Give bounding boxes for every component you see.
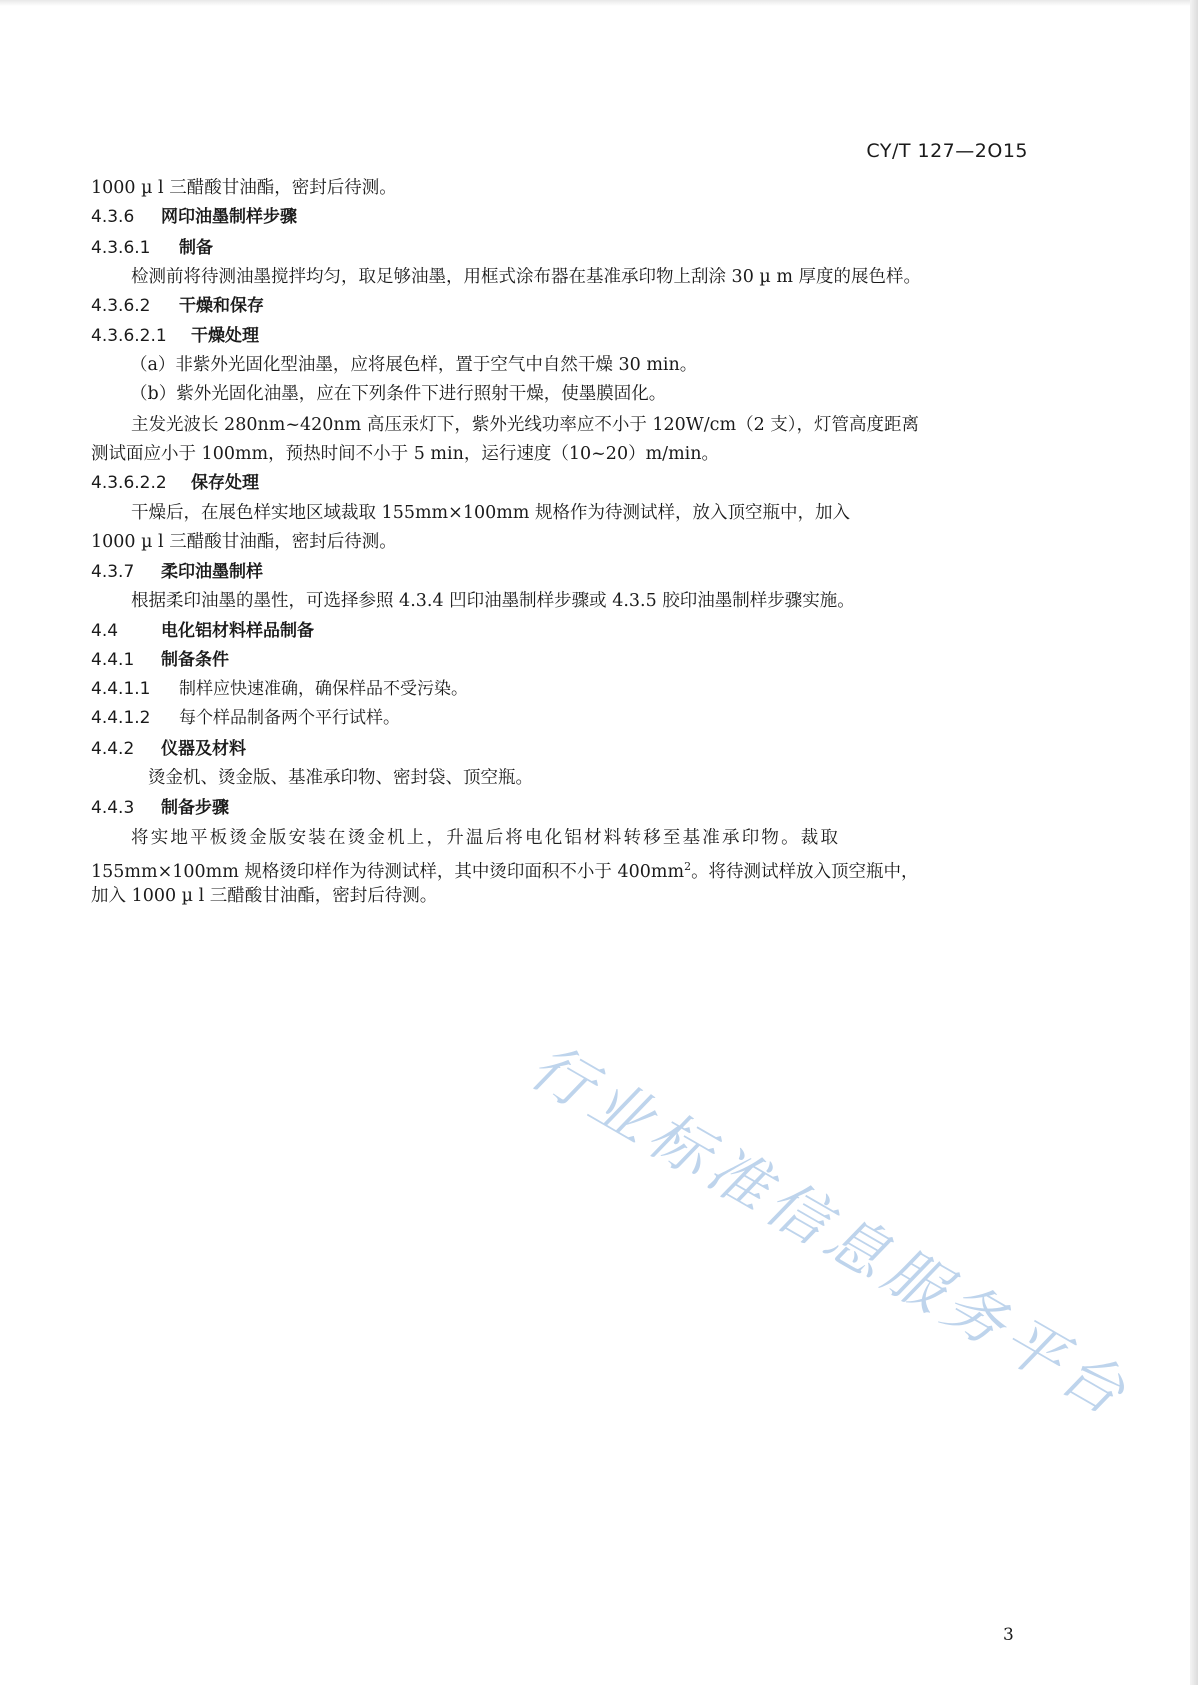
section-title: 保存处理 bbox=[191, 473, 259, 493]
section-number: 4.3.6.2 bbox=[91, 296, 151, 316]
section-number: 4.3.6 bbox=[91, 207, 135, 227]
text-fragment: 。将待测试样放入顶空瓶中， bbox=[691, 861, 919, 882]
section-number: 4.4.1.2 bbox=[91, 708, 151, 728]
clause-4-4-1-1 bbox=[91, 677, 468, 701]
section-heading-4-4-1 bbox=[91, 648, 229, 672]
paragraph: 烫金机、烫金版、基准承印物、密封袋、顶空瓶。 bbox=[148, 768, 533, 788]
section-number: 4.3.6.2.2 bbox=[91, 473, 167, 493]
section-heading-4-3-6-1 bbox=[91, 236, 213, 260]
paragraph: 干燥后，在展色样实地区域裁取 155mm×100mm 规格作为待测试样，放入顶空瓶中，加入 bbox=[131, 503, 850, 523]
section-title: 制备条件 bbox=[161, 650, 229, 670]
paragraph-continuation: 1000 µ l 三醋酸甘油酯，密封后待测。 bbox=[91, 532, 397, 552]
section-title: 柔印油墨制样 bbox=[161, 562, 263, 582]
section-heading-4-4 bbox=[91, 619, 314, 643]
clause-text: 制样应快速准确，确保样品不受污染。 bbox=[179, 679, 468, 699]
text-fragment: 155mm×100mm 规格烫印样作为待测试样，其中烫印面积不小于 400mm bbox=[91, 861, 685, 882]
paragraph-continuation: 测试面应小于 100mm，预热时间不小于 5 min，运行速度（10~20）m/min。 bbox=[91, 444, 720, 464]
clause-text: 每个样品制备两个平行试样。 bbox=[179, 708, 400, 728]
watermark: 行业标准信息服务平台 bbox=[518, 1031, 1143, 1432]
paragraph-continuation: 加入 1000 µ l 三醋酸甘油酯，密封后待测。 bbox=[91, 886, 438, 906]
clause-4-4-1-2 bbox=[91, 706, 400, 730]
section-heading-4-4-2 bbox=[91, 737, 246, 761]
standard-code: CY/T 127—2O15 bbox=[866, 140, 1028, 162]
section-heading-4-3-6-2 bbox=[91, 294, 264, 318]
section-title: 制备步骤 bbox=[161, 798, 229, 818]
section-heading-4-3-7 bbox=[91, 560, 263, 584]
section-title: 仪器及材料 bbox=[161, 739, 246, 759]
paragraph: 检测前将待测油墨搅拌均匀，取足够油墨，用框式涂布器在基准承印物上刮涂 30 µ m 厚度的展色样。 bbox=[131, 267, 921, 287]
section-number: 4.4.1 bbox=[91, 650, 135, 670]
text-line: 1000 µ l 三醋酸甘油酯，密封后待测。 bbox=[91, 178, 397, 198]
superscript: 2 bbox=[684, 860, 692, 873]
section-number: 4.4.1.1 bbox=[91, 679, 151, 699]
section-title: 电化铝材料样品制备 bbox=[161, 621, 314, 641]
section-heading-4-3-6 bbox=[91, 205, 297, 229]
page-number: 3 bbox=[1003, 1625, 1014, 1645]
section-heading-4-4-3 bbox=[91, 796, 229, 820]
section-number: 4.3.6.1 bbox=[91, 238, 151, 258]
section-number: 4.4 bbox=[91, 621, 119, 641]
paragraph: 主发光波长 280nm~420nm 高压汞灯下，紫外光线功率应不小于 120W/cm（2 支），灯管高度距离 bbox=[131, 415, 920, 435]
section-number: 4.4.3 bbox=[91, 798, 135, 818]
section-number: 4.3.7 bbox=[91, 562, 135, 582]
section-heading-4-3-6-2-1 bbox=[91, 324, 259, 348]
section-heading-4-3-6-2-2 bbox=[91, 471, 259, 495]
section-number: 4.4.2 bbox=[91, 739, 135, 759]
section-title: 网印油墨制样步骤 bbox=[161, 207, 297, 227]
section-title: 制备 bbox=[179, 238, 213, 258]
section-title: 干燥和保存 bbox=[179, 296, 264, 316]
paragraph: 根据柔印油墨的墨性，可选择参照 4.3.4 凹印油墨制样步骤或 4.3.5 胶印油墨制样步骤实施。 bbox=[131, 591, 855, 611]
section-number: 4.3.6.2.1 bbox=[91, 326, 167, 346]
page-top-edge bbox=[0, 0, 1198, 6]
paragraph-continuation bbox=[91, 855, 919, 884]
list-item-a: （a）非紫外光固化型油墨，应将展色样，置于空气中自然干燥 30 min。 bbox=[130, 355, 698, 375]
section-title: 干燥处理 bbox=[191, 326, 259, 346]
list-item-b: （b）紫外光固化油墨，应在下列条件下进行照射干燥，使墨膜固化。 bbox=[130, 384, 667, 404]
paragraph: 将实地平板烫金版安装在烫金机上，升温后将电化铝材料转移至基准承印物。裁取 bbox=[131, 828, 841, 848]
page-right-edge bbox=[1190, 0, 1198, 1685]
